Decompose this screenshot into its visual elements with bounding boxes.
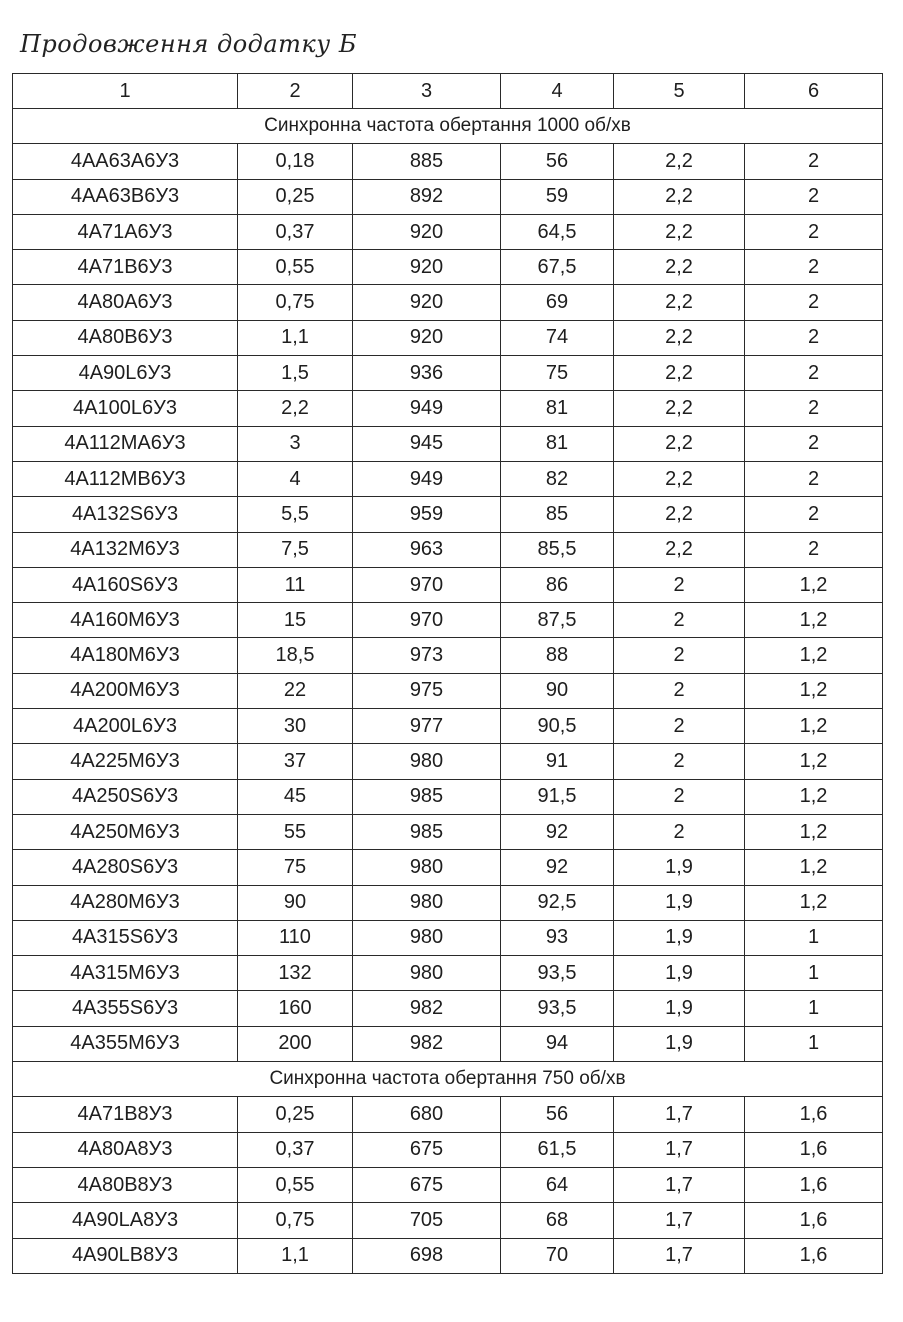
table-cell: 975 xyxy=(353,673,501,708)
table-cell: 1,9 xyxy=(614,850,745,885)
motor-type-cell: 4А71А6У3 xyxy=(13,214,238,249)
table-cell: 982 xyxy=(353,991,501,1026)
table-cell: 56 xyxy=(501,144,614,179)
table-cell: 93,5 xyxy=(501,956,614,991)
table-cell: 2 xyxy=(745,356,883,391)
table-cell: 132 xyxy=(238,956,353,991)
table-row xyxy=(13,179,883,214)
section-title: Синхронна частота обертання 1000 об/хв xyxy=(13,109,883,144)
motor-type-cell: 4А225М6У3 xyxy=(13,744,238,779)
table-cell: 2 xyxy=(614,673,745,708)
motor-type-cell: 4А315S6У3 xyxy=(13,920,238,955)
table-cell: 2,2 xyxy=(614,426,745,461)
table-cell: 75 xyxy=(238,850,353,885)
table-cell: 1,9 xyxy=(614,885,745,920)
table-cell: 982 xyxy=(353,1026,501,1061)
table-cell: 3 xyxy=(238,426,353,461)
table-cell: 675 xyxy=(353,1132,501,1167)
table-row xyxy=(13,285,883,320)
table-row xyxy=(13,638,883,673)
table-cell: 675 xyxy=(353,1167,501,1202)
page-heading: Продовження додатку Б xyxy=(20,30,357,58)
table-cell: 1 xyxy=(745,956,883,991)
table-cell: 1,2 xyxy=(745,885,883,920)
table-cell: 59 xyxy=(501,179,614,214)
table-cell: 90 xyxy=(501,673,614,708)
motor-type-cell: 4А280М6У3 xyxy=(13,885,238,920)
table-cell: 22 xyxy=(238,673,353,708)
table-cell: 85 xyxy=(501,497,614,532)
table-cell: 936 xyxy=(353,356,501,391)
motor-type-cell: 4А200М6У3 xyxy=(13,673,238,708)
motor-type-cell: 4А80А8У3 xyxy=(13,1132,238,1167)
motor-type-cell: 4А160М6У3 xyxy=(13,603,238,638)
table-row xyxy=(13,214,883,249)
table-row xyxy=(13,744,883,779)
table-cell: 2,2 xyxy=(614,285,745,320)
table-cell: 92,5 xyxy=(501,885,614,920)
table-row xyxy=(13,144,883,179)
table-cell: 1,9 xyxy=(614,991,745,1026)
table-cell: 90,5 xyxy=(501,709,614,744)
table-cell: 92 xyxy=(501,814,614,849)
table-row xyxy=(13,461,883,496)
table-cell: 1,9 xyxy=(614,956,745,991)
table-cell: 2 xyxy=(745,391,883,426)
table-cell: 18,5 xyxy=(238,638,353,673)
table-cell: 2 xyxy=(614,779,745,814)
table-cell: 2 xyxy=(745,426,883,461)
table-cell: 1,7 xyxy=(614,1238,745,1273)
section-header-row xyxy=(13,1062,883,1097)
table-row xyxy=(13,1203,883,1238)
table-cell: 1,2 xyxy=(745,744,883,779)
table-cell: 0,25 xyxy=(238,1097,353,1132)
table-cell: 90 xyxy=(238,885,353,920)
table-cell: 45 xyxy=(238,779,353,814)
table-cell: 0,75 xyxy=(238,285,353,320)
table-cell: 2 xyxy=(745,179,883,214)
table-cell: 160 xyxy=(238,991,353,1026)
table-cell: 1,6 xyxy=(745,1238,883,1273)
table-cell: 1,6 xyxy=(745,1167,883,1202)
table-cell: 1,7 xyxy=(614,1203,745,1238)
column-number: 6 xyxy=(745,74,883,109)
motor-type-cell: 4А132М6У3 xyxy=(13,532,238,567)
table-cell: 1,9 xyxy=(614,920,745,955)
table-row xyxy=(13,497,883,532)
table-cell: 0,55 xyxy=(238,250,353,285)
table-cell: 0,25 xyxy=(238,179,353,214)
table-row xyxy=(13,250,883,285)
table-cell: 980 xyxy=(353,956,501,991)
table-row xyxy=(13,673,883,708)
table-cell: 1,6 xyxy=(745,1132,883,1167)
table-cell: 70 xyxy=(501,1238,614,1273)
table-row xyxy=(13,1132,883,1167)
table-cell: 81 xyxy=(501,426,614,461)
motor-type-cell: 4А80А6У3 xyxy=(13,285,238,320)
table-cell: 81 xyxy=(501,391,614,426)
table-cell: 680 xyxy=(353,1097,501,1132)
motor-type-cell: 4А250М6У3 xyxy=(13,814,238,849)
table-cell: 37 xyxy=(238,744,353,779)
motor-type-cell: 4А132S6У3 xyxy=(13,497,238,532)
table-cell: 980 xyxy=(353,920,501,955)
table-cell: 1,2 xyxy=(745,850,883,885)
table-cell: 61,5 xyxy=(501,1132,614,1167)
table-cell: 945 xyxy=(353,426,501,461)
table-cell: 959 xyxy=(353,497,501,532)
table-cell: 949 xyxy=(353,461,501,496)
table-cell: 2 xyxy=(745,461,883,496)
table-cell: 2 xyxy=(745,214,883,249)
table-cell: 67,5 xyxy=(501,250,614,285)
section-header-row xyxy=(13,109,883,144)
table-cell: 1,5 xyxy=(238,356,353,391)
motor-type-cell: 4А280S6У3 xyxy=(13,850,238,885)
table-cell: 2,2 xyxy=(238,391,353,426)
table-cell: 980 xyxy=(353,850,501,885)
table-cell: 55 xyxy=(238,814,353,849)
table-row xyxy=(13,885,883,920)
table-cell: 64,5 xyxy=(501,214,614,249)
table-cell: 973 xyxy=(353,638,501,673)
table-cell: 0,37 xyxy=(238,214,353,249)
table-cell: 920 xyxy=(353,250,501,285)
table-row xyxy=(13,532,883,567)
table-row xyxy=(13,426,883,461)
table-cell: 2 xyxy=(614,638,745,673)
table-body xyxy=(13,109,883,1274)
table-cell: 885 xyxy=(353,144,501,179)
table-cell: 2 xyxy=(745,285,883,320)
table-cell: 2 xyxy=(614,603,745,638)
motor-type-cell: 4А90L6У3 xyxy=(13,356,238,391)
table-cell: 91,5 xyxy=(501,779,614,814)
table-cell: 1,7 xyxy=(614,1132,745,1167)
table-cell: 2,2 xyxy=(614,179,745,214)
column-number: 2 xyxy=(238,74,353,109)
table-cell: 2,2 xyxy=(614,497,745,532)
table-row xyxy=(13,567,883,602)
table-cell: 2,2 xyxy=(614,144,745,179)
motor-type-cell: 4А80В8У3 xyxy=(13,1167,238,1202)
table-cell: 1,1 xyxy=(238,1238,353,1273)
motor-type-cell: 4А112МВ6У3 xyxy=(13,461,238,496)
table-row xyxy=(13,356,883,391)
table-cell: 980 xyxy=(353,885,501,920)
table-row xyxy=(13,391,883,426)
table-cell: 5,5 xyxy=(238,497,353,532)
section-title: Синхронна частота обертання 750 об/хв xyxy=(13,1062,883,1097)
table-cell: 1,9 xyxy=(614,1026,745,1061)
table-cell: 2,2 xyxy=(614,320,745,355)
table-cell: 1 xyxy=(745,1026,883,1061)
motor-type-cell: 4А112МА6У3 xyxy=(13,426,238,461)
column-number: 5 xyxy=(614,74,745,109)
column-number: 1 xyxy=(13,74,238,109)
table-cell: 985 xyxy=(353,814,501,849)
table-cell: 1,2 xyxy=(745,673,883,708)
table-cell: 64 xyxy=(501,1167,614,1202)
table-row xyxy=(13,956,883,991)
table-cell: 970 xyxy=(353,567,501,602)
table-row xyxy=(13,850,883,885)
table-cell: 92 xyxy=(501,850,614,885)
table-cell: 970 xyxy=(353,603,501,638)
table-row xyxy=(13,779,883,814)
motor-type-cell: 4А315М6У3 xyxy=(13,956,238,991)
motor-type-cell: 4А90LВ8У3 xyxy=(13,1238,238,1273)
motor-type-cell: 4А100L6У3 xyxy=(13,391,238,426)
table-cell: 2 xyxy=(614,567,745,602)
table-cell: 2 xyxy=(745,497,883,532)
motor-type-cell: 4А71В8У3 xyxy=(13,1097,238,1132)
table-cell: 56 xyxy=(501,1097,614,1132)
table-cell: 1,7 xyxy=(614,1167,745,1202)
table-cell: 920 xyxy=(353,285,501,320)
table-cell: 74 xyxy=(501,320,614,355)
motor-type-cell: 4А90LА8У3 xyxy=(13,1203,238,1238)
table-cell: 2 xyxy=(745,532,883,567)
motor-type-cell: 4А355М6У3 xyxy=(13,1026,238,1061)
table-cell: 2,2 xyxy=(614,532,745,567)
table-cell: 1,2 xyxy=(745,779,883,814)
table-cell: 69 xyxy=(501,285,614,320)
motor-type-cell: 4А80В6У3 xyxy=(13,320,238,355)
table-cell: 93,5 xyxy=(501,991,614,1026)
column-number-row xyxy=(13,74,883,109)
table-cell: 2 xyxy=(745,320,883,355)
table-cell: 892 xyxy=(353,179,501,214)
table-cell: 88 xyxy=(501,638,614,673)
table-cell: 1 xyxy=(745,920,883,955)
table-cell: 963 xyxy=(353,532,501,567)
table-cell: 85,5 xyxy=(501,532,614,567)
column-number: 4 xyxy=(501,74,614,109)
table-cell: 2 xyxy=(614,814,745,849)
table-row xyxy=(13,991,883,1026)
table-cell: 4 xyxy=(238,461,353,496)
table-cell: 87,5 xyxy=(501,603,614,638)
table-cell: 920 xyxy=(353,320,501,355)
table-cell: 1,6 xyxy=(745,1097,883,1132)
table-cell: 15 xyxy=(238,603,353,638)
table-cell: 82 xyxy=(501,461,614,496)
table-row xyxy=(13,1238,883,1273)
motor-type-cell: 4А250S6У3 xyxy=(13,779,238,814)
table-cell: 1 xyxy=(745,991,883,1026)
table-cell: 1,2 xyxy=(745,709,883,744)
table-cell: 2,2 xyxy=(614,461,745,496)
table-cell: 2,2 xyxy=(614,356,745,391)
table-cell: 920 xyxy=(353,214,501,249)
table-cell: 75 xyxy=(501,356,614,391)
table-cell: 11 xyxy=(238,567,353,602)
motor-table xyxy=(12,73,883,1274)
table-cell: 1,1 xyxy=(238,320,353,355)
motor-type-cell: 4А180М6У3 xyxy=(13,638,238,673)
table-row xyxy=(13,709,883,744)
table-cell: 91 xyxy=(501,744,614,779)
motor-type-cell: 4АА63В6У3 xyxy=(13,179,238,214)
table-cell: 977 xyxy=(353,709,501,744)
table-cell: 1,7 xyxy=(614,1097,745,1132)
table-cell: 2,2 xyxy=(614,250,745,285)
table-row xyxy=(13,320,883,355)
table-cell: 985 xyxy=(353,779,501,814)
table-cell: 110 xyxy=(238,920,353,955)
table-row xyxy=(13,814,883,849)
table-cell: 93 xyxy=(501,920,614,955)
table-cell: 1,2 xyxy=(745,603,883,638)
table-cell: 705 xyxy=(353,1203,501,1238)
table-cell: 2 xyxy=(614,709,745,744)
motor-type-cell: 4А355S6У3 xyxy=(13,991,238,1026)
motor-type-cell: 4А71В6У3 xyxy=(13,250,238,285)
table-cell: 1,2 xyxy=(745,567,883,602)
table-row xyxy=(13,603,883,638)
table-cell: 2 xyxy=(745,250,883,285)
table-row xyxy=(13,1097,883,1132)
table-cell: 2,2 xyxy=(614,214,745,249)
table-cell: 30 xyxy=(238,709,353,744)
table-cell: 1,2 xyxy=(745,638,883,673)
table-cell: 1,6 xyxy=(745,1203,883,1238)
table-cell: 0,55 xyxy=(238,1167,353,1202)
table-cell: 7,5 xyxy=(238,532,353,567)
table-cell: 0,18 xyxy=(238,144,353,179)
table-cell: 949 xyxy=(353,391,501,426)
table-row xyxy=(13,920,883,955)
table-cell: 94 xyxy=(501,1026,614,1061)
table-cell: 0,75 xyxy=(238,1203,353,1238)
table-cell: 2,2 xyxy=(614,391,745,426)
table-cell: 2 xyxy=(745,144,883,179)
table-cell: 1,2 xyxy=(745,814,883,849)
motor-type-cell: 4АА63А6У3 xyxy=(13,144,238,179)
column-number: 3 xyxy=(353,74,501,109)
table-cell: 200 xyxy=(238,1026,353,1061)
table-cell: 0,37 xyxy=(238,1132,353,1167)
table-row xyxy=(13,1167,883,1202)
table-cell: 698 xyxy=(353,1238,501,1273)
motor-type-cell: 4А160S6У3 xyxy=(13,567,238,602)
table-cell: 86 xyxy=(501,567,614,602)
table-cell: 68 xyxy=(501,1203,614,1238)
table-cell: 980 xyxy=(353,744,501,779)
table-cell: 2 xyxy=(614,744,745,779)
motor-type-cell: 4А200L6У3 xyxy=(13,709,238,744)
table-row xyxy=(13,1026,883,1061)
